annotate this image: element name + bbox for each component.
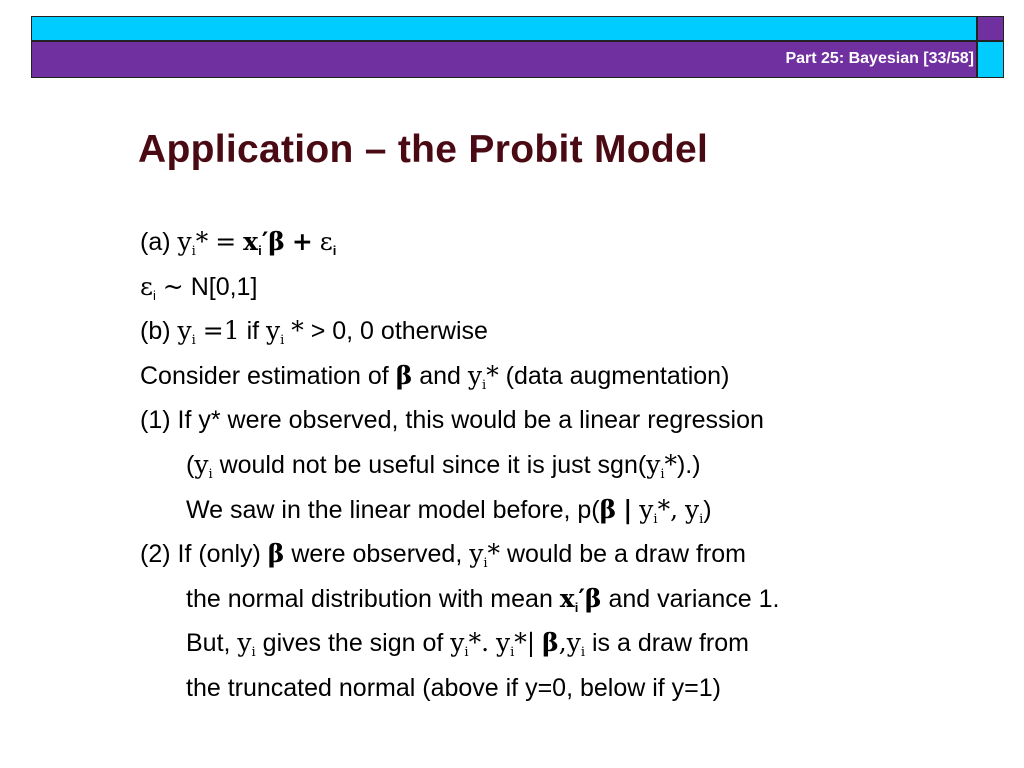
line-2-sign: But, $y_i$ gives the sign of $y_i*$. $y_i*|$ $\beta,y_i$ is a draw from	[186, 628, 749, 661]
header-corner-square-bottom	[977, 41, 1004, 78]
line-epsilon-distribution: $\varepsilon_i$ ~ N[0,1]	[140, 271, 258, 303]
line-a: (a) $y_i* = x_i'\beta + \varepsilon_i$	[140, 227, 337, 259]
slide-title: Application – the Probit Model	[138, 128, 709, 171]
line-b: (b) $y_i =1$ if $y_i$ * > 0, 0 otherwise	[140, 316, 488, 349]
line-2-truncated: the truncated normal (above if y=0, below if y=1)	[186, 673, 722, 702]
slide-part-label: Part 25: Bayesian [33/58]	[785, 50, 974, 67]
slide-body	[140, 226, 960, 717]
line-consider-estimation: Consider estimation of β and $y_i*$ (data augmentation)	[140, 360, 730, 393]
line-1-posterior: We saw in the linear model before, p(β | $y_i*$, $y_i$)	[186, 494, 712, 527]
line-1: (1) If y* were observed, this would be a linear regression	[140, 406, 764, 435]
header-corner-square-top	[977, 16, 1004, 41]
line-2: (2) If (only) β were observed, $y_i*$ would be a draw from	[140, 539, 746, 572]
header-bar-top	[31, 16, 977, 41]
line-1-sgn: ($y_i$ would not be useful since it is just $sgn(y_i*)$.)	[186, 449, 701, 482]
line-2-normal: the normal distribution with mean $x_i'\beta$ and variance 1.	[186, 583, 780, 615]
